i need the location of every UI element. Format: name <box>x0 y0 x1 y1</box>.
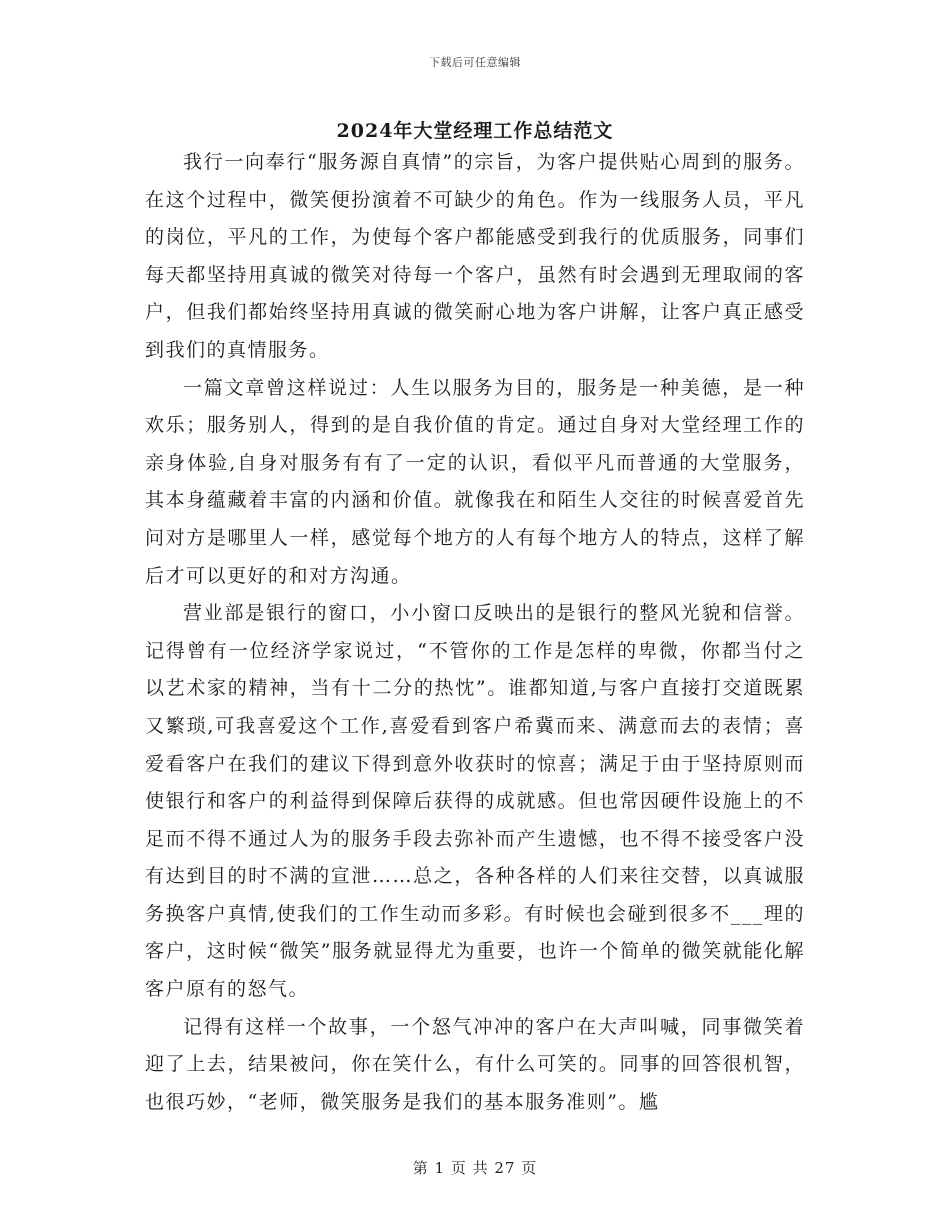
paragraph: 一篇文章曾这样说过：人生以服务为目的，服务是一种美德，是一种欢乐；服务别人，得到的是自我价值的肯定。通过自身对大堂经理工作的亲身体验,自身对服务有有了一定的认识，看似平凡而普通的大堂服务，其本身蕴藏着丰富的内涵和价值。就像我在和陌生人交往的时候喜爱首先问对方是哪里人一样，感觉每个地方的人有每个地方人的特点，这样了解后才可以更好的和对方沟通。 <box>145 376 805 587</box>
paragraph: 记得有这样一个故事，一个怒气冲冲的客户在大声叫喊，同事微笑着迎了上去，结果被问，你在笑什么，有什么可笑的。同事的回答很机智，也很巧妙，“老师，微笑服务是我们的基本服务准则”。尴 <box>145 1015 805 1113</box>
header-note: 下载后可任意编辑 <box>429 56 521 69</box>
document-title: 2024年大堂经理工作总结范文 <box>336 120 614 142</box>
document-body <box>145 144 805 1121</box>
paragraph: 我行一向奉行“服务源自真情”的宗旨，为客户提供贴心周到的服务。在这个过程中，微笑便扮演着不可缺少的角色。作为一线服务人员，平凡的岗位，平凡的工作，为使每个客户都能感受到我行的优质服务，同事们每天都坚持用真诚的微笑对待每一个客户，虽然有时会遇到无理取闹的客户，但我们都始终坚持用真诚的微笑耐心地为客户讲解，让客户真正感受到我们的真情服务。 <box>145 151 805 361</box>
paragraph: 营业部是银行的窗口，小小窗口反映出的是银行的整风光貌和信誉。记得曾有一位经济学家说过，“不管你的工作是怎样的卑微，你都当付之以艺术家的精神，当有十二分的热忱”。谁都知道,与客户直接打交道既累又繁琐,可我喜爱这个工作,喜爱看到客户希冀而来、满意而去的表情；喜爱看客户在我们的建议下得到意外收获时的惊喜；满足于由于坚持原则而使银行和客户的利益得到保障后获得的成就感。但也常因硬件设施上的不足而不得不通过人为的服务手段去弥补而产生遗憾，也不得不接受客户没有达到目的时不满的宣泄……总之，各种各样的人们来往交替，以真诚服务换客户真情,使我们的工作生动而多彩。有时候也会碰到很多不___理的客户，这时候“微笑”服务就显得尤为重要，也许一个简单的微笑就能化解客户原有的怒气。 <box>145 602 805 1001</box>
page-number: 第 1 页 共 27 页 <box>412 1159 538 1177</box>
